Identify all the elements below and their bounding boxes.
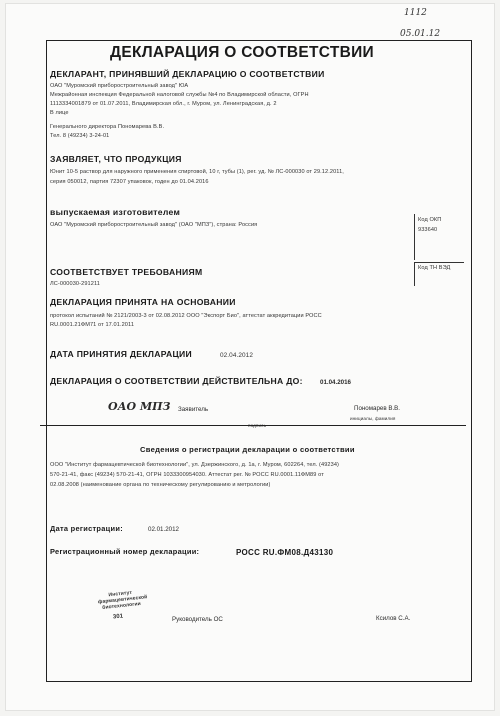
declarant-seal-text: ОАО МПЗ	[108, 400, 171, 413]
certification-head-name: Ксилов С.А.	[376, 615, 411, 622]
validity-label: ДЕКЛАРАЦИЯ О СООТВЕТСТВИИ ДЕЙСТВИТЕЛЬНА ДО:	[50, 376, 303, 386]
registration-date-value: 02.01.2012	[148, 526, 179, 533]
registration-heading: Сведения о регистрации декларации о соответствии	[140, 445, 355, 454]
compliance-heading: СООТВЕТСТВУЕТ ТРЕБОВАНИЯМ	[50, 267, 203, 277]
declarant-line-1: ОАО "Муромский приборостроительный завод" ЮА	[50, 83, 189, 89]
registration-date-label: Дата регистрации:	[50, 524, 123, 533]
name-caption: инициалы, фамилия	[350, 416, 396, 421]
basis-line-2: RU.0001.21ФМ71 от 17.01.2011	[50, 322, 135, 328]
declarant-line-5: Генерального директора Пономарева В.В.	[50, 124, 165, 130]
manufacturer-line-1: ОАО "Муромский приборостроительный завод" (ОАО "МПЗ"), страна: Россия	[50, 222, 258, 228]
product-line-2: серия 050012, партия 72307 упаковок, годен до 01.04.2016	[50, 179, 209, 185]
registration-number-value: РОСС RU.ФМ08.Д43130	[236, 548, 334, 557]
registration-line-2: 570-21-41, факс (49234) 570-21-41, ОГРН 1033300954030. Аттестат рег. № РОСС RU.0001.11ФМ89 от	[50, 472, 324, 478]
registration-line-1: ООО "Институт фармацевтической биотехнологии", ул. Дзержинского, д. 1а, г. Муром, 602264, тел. (49234)	[50, 462, 340, 468]
registration-stamp-text: Институт фармацевтической биотехнологии	[97, 589, 148, 611]
signature-caption: подпись	[248, 423, 267, 428]
declarant-line-2: Межрайонная инспекция Федеральной налоговой службы №4 по Владимирской области, ОГРН	[50, 92, 309, 98]
document-frame	[46, 40, 472, 682]
certification-head-label: Руководитель ОС	[172, 616, 223, 623]
basis-line-1: протокол испытаний № 2121/2003-3 от 02.08.2012 ООО "Экспорт Био", аттестат аккредитации РОСС	[50, 313, 322, 319]
registration-stamp-number: 301	[112, 613, 124, 621]
okp-value: 933640	[418, 227, 438, 233]
corner-date: 05.01.12	[400, 29, 441, 39]
signer-name: Пономарев В.В.	[354, 405, 401, 412]
declarant-line-3: 1113334001879 от 01.07.2011, Владимирская обл., г. Муром, ул. Ленинградская, д. 2	[50, 101, 277, 107]
compliance-line-1: ЛС-000030-291211	[50, 281, 100, 287]
registration-line-3: 02.08.2008 (наименование органа по техническому регулированию и метрологии)	[50, 482, 271, 488]
page-title: ДЕКЛАРАЦИЯ О СООТВЕТСТВИИ	[110, 44, 374, 61]
product-line-1: Юнит 10-5 раствор для наружного применения спиртовой, 10 г, тубы (1), рег. уд. № ЛС-000030 от 29.12.2011,	[50, 169, 344, 175]
section-divider	[40, 425, 466, 426]
registration-number-label: Регистрационный номер декларации:	[50, 547, 200, 556]
adoption-date-value: 02.04.2012	[220, 352, 253, 359]
adoption-date-label: ДАТА ПРИНЯТИЯ ДЕКЛАРАЦИИ	[50, 349, 193, 359]
product-heading: ЗАЯВЛЯЕТ, ЧТО ПРОДУКЦИЯ	[50, 154, 182, 164]
declarant-line-4: В лице	[50, 110, 69, 116]
signer-role: Заявитель	[178, 406, 209, 413]
corner-number: 1112	[404, 8, 427, 18]
validity-value: 01.04.2016	[320, 379, 351, 386]
okp-label: Код ОКП	[418, 217, 442, 223]
declarant-heading: ДЕКЛАРАНТ, ПРИНЯВШИЙ ДЕКЛАРАЦИЮ О СООТВЕТСТВИИ	[50, 69, 325, 79]
tnved-label: Код ТН ВЭД	[418, 265, 451, 271]
declarant-line-6: Тел. 8 (49234) 3-24-01	[50, 133, 110, 139]
basis-heading: ДЕКЛАРАЦИЯ ПРИНЯТА НА ОСНОВАНИИ	[50, 297, 236, 307]
manufacturer-heading: выпускаемая изготовителем	[50, 207, 181, 217]
